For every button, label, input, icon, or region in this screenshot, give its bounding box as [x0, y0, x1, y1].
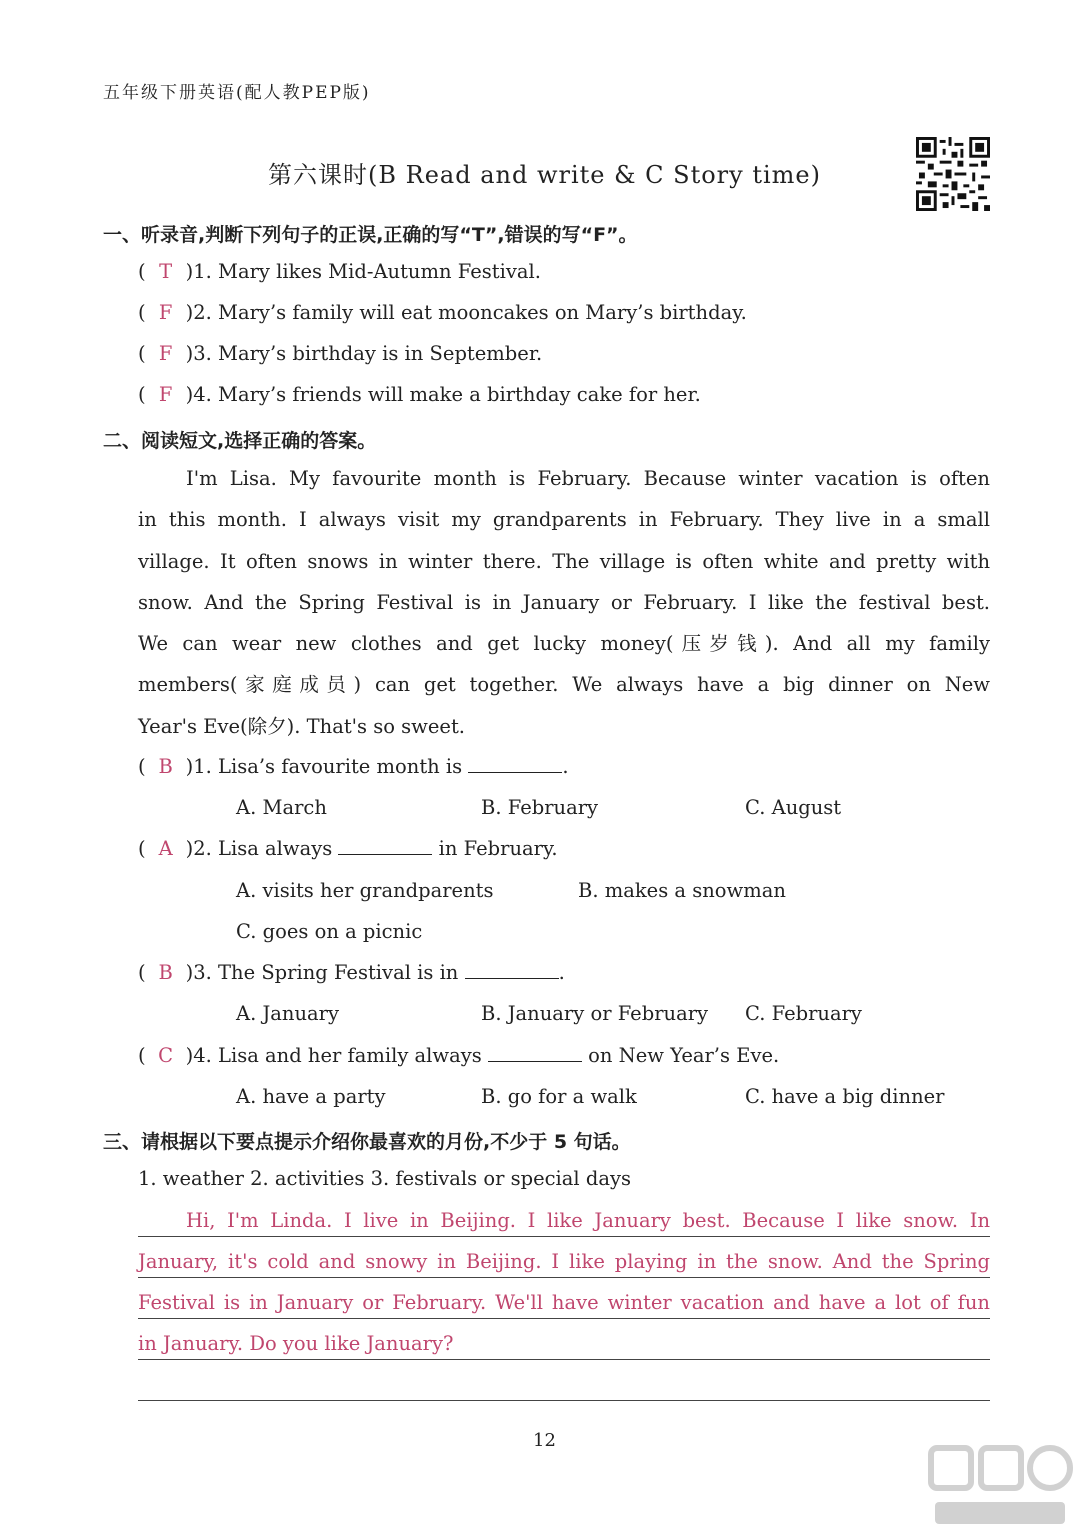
answer-blank — [468, 758, 562, 773]
option: C. have a big dinner — [745, 1085, 945, 1108]
judge-item: ( F )4. Mary’s friends will make a birthday cake for her. — [138, 383, 701, 406]
option: A. January — [236, 1002, 340, 1025]
writing-hints: 1. weather 2. activities 3. festivals or special days — [138, 1167, 631, 1190]
question-3: ( B )3. The Spring Festival is in . — [138, 961, 565, 984]
page-number: 12 — [533, 1430, 556, 1451]
option: A. have a party — [236, 1085, 386, 1108]
section-2-heading: 二、阅读短文,选择正确的答案。 — [103, 430, 377, 452]
answer-blank — [465, 964, 559, 979]
section-3-heading: 三、请根据以下要点提示介绍你最喜欢的月份,不少于 5 句话。 — [103, 1131, 631, 1153]
judge-item: ( F )2. Mary’s family will eat mooncakes on Mary’s birthday. — [138, 301, 747, 324]
option: B. January or February — [481, 1002, 709, 1025]
lesson-title: 第六课时(B Read and write & C Story time) — [268, 161, 821, 189]
judge-item: ( T )1. Mary likes Mid-Autumn Festival. — [138, 260, 541, 283]
writing-line: Hi, I'm Linda. I live in Beijing. I like January best. Because I like snow. In — [186, 1209, 990, 1232]
option: C. August — [745, 796, 842, 819]
answer-mark: T — [159, 260, 173, 283]
answer-blank — [488, 1047, 582, 1062]
option: B. go for a walk — [481, 1085, 637, 1108]
watermark-logo-icon — [925, 1440, 1075, 1530]
answer-mark: B — [158, 961, 173, 984]
section-1-heading: 一、听录音,判断下列句子的正误,正确的写“T”,错误的写“F”。 — [103, 224, 638, 246]
option: B. makes a snowman — [578, 879, 786, 902]
answer-mark: F — [158, 342, 173, 365]
question-2: ( A )2. Lisa always in February. — [138, 837, 558, 860]
option: C. February — [745, 1002, 862, 1025]
answer-mark: F — [158, 383, 173, 406]
option: A. March — [236, 796, 327, 819]
judge-item: ( F )3. Mary’s birthday is in September. — [138, 342, 543, 365]
answer-mark: C — [158, 1044, 174, 1067]
answer-blank — [338, 840, 432, 855]
reading-passage: I'm Lisa. My favourite month is February. Because winter vacation is often in this month. I always visit my grandparents in February. They live in a small village. It often snows in winter there. The village is often white and pretty with snow. And the Spring Festival is in January or February. I like the festival best. We can wear new clothes and get lucky money(压岁钱). And all my family members(家庭成员) can get together. We always have a big dinner on New Year's Eve(除夕). That's so sweet. — [138, 467, 990, 738]
option: C. goes on a picnic — [236, 920, 423, 943]
writing-line: in January. Do you like January? — [138, 1332, 454, 1355]
option: A. visits her grandparents — [236, 879, 494, 902]
writing-rule — [138, 1400, 990, 1401]
answer-mark: A — [158, 837, 173, 860]
writing-rule — [138, 1277, 990, 1278]
answer-mark: B — [158, 755, 173, 778]
writing-line: January, it's cold and snowy in Beijing. I like playing in the snow. And the Spring — [138, 1250, 990, 1273]
book-header: 五年级下册英语(配人教PEP版) — [103, 83, 371, 103]
writing-line: Festival is in January or February. We'll have winter vacation and have a lot of fun — [138, 1291, 990, 1314]
answer-mark: F — [158, 301, 173, 324]
option: B. February — [481, 796, 599, 819]
qr-code-icon[interactable] — [916, 137, 990, 211]
writing-rule — [138, 1359, 990, 1360]
writing-rule — [138, 1318, 990, 1319]
writing-rule — [138, 1236, 990, 1237]
question-4: ( C )4. Lisa and her family always on New Year’s Eve. — [138, 1044, 780, 1067]
question-1: ( B )1. Lisa’s favourite month is . — [138, 755, 569, 778]
